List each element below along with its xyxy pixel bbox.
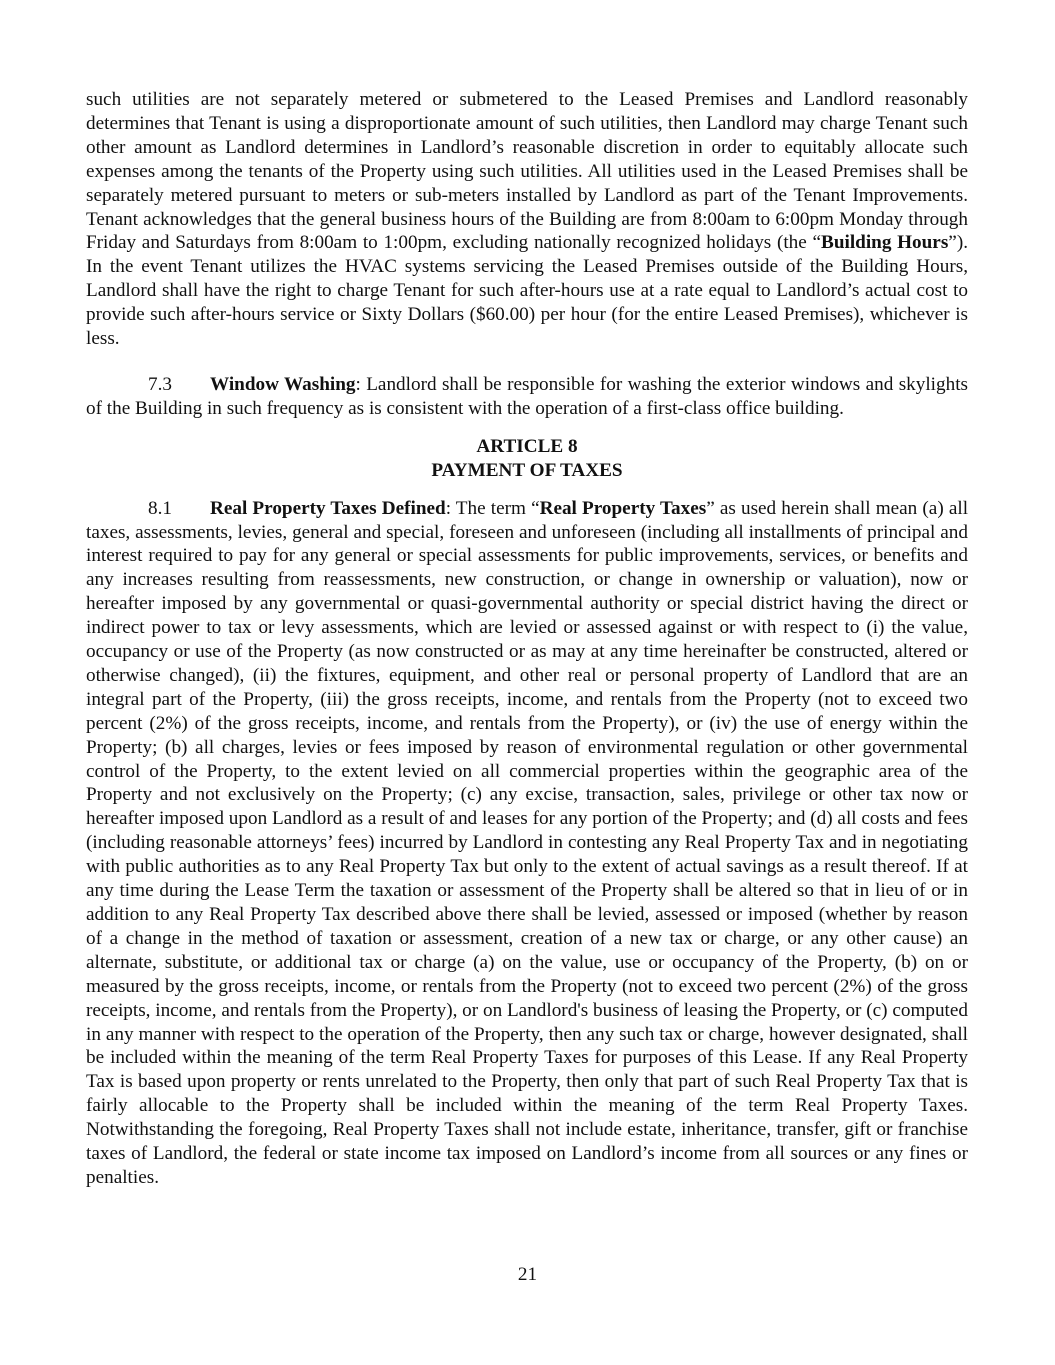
building-hours-defined-term: Building Hours bbox=[821, 232, 949, 254]
section-8-1-text-1: : The term “ bbox=[445, 497, 540, 519]
section-7-3-body: : Landlord shall be responsible for washing the exterior windows and skylights of the Building in such frequency as is consistent with the operation of a first-class office building. bbox=[86, 373, 968, 419]
section-7-2-text-2: ”). In the event Tenant utilizes the HVAC systems servicing the Leased Premises outside of the Building Hours, Landlord shall have the right to charge Tenant for such after-hours use at a rate equal to Landlord’s actual cost to provide such after-hours service or Sixty Dollars ($60.00) per hour (for the entire Leased Premises), whichever is less. bbox=[86, 232, 968, 350]
section-7-2-text-1: such utilities are not separately metered or submetered to the Leased Premises and Landlord reasonably determines that Tenant is using a disproportionate amount of such utilities, then Landlord may charge Tenant such other amount as Landlord determines in Landlord’s reasonable discretion in order to equitably allocate such expenses among the tenants of the Property using such utilities. All utilities used in the Leased Premises shall be separately metered pursuant to meters or sub-meters installed by Landlord as part of the Tenant Improvements. Tenant acknowledges that the general business hours of the Building are from 8:00am to 6:00pm Monday through Friday and Saturdays from 8:00am to 1:00pm, excluding nationally recognized holidays (the “ bbox=[86, 89, 968, 254]
section-8-1-number: 8.1 bbox=[148, 497, 172, 519]
section-7-2-continuation bbox=[86, 88, 968, 351]
section-7-3-number: 7.3 bbox=[148, 373, 172, 395]
section-8-1-heading: Real Property Taxes Defined bbox=[210, 497, 446, 519]
article-8-heading bbox=[86, 435, 968, 483]
real-property-taxes-defined-term: Real Property Taxes bbox=[539, 497, 707, 519]
page-number: 21 bbox=[517, 1264, 538, 1285]
article-8-title: PAYMENT OF TAXES bbox=[431, 459, 623, 481]
document-page bbox=[86, 88, 968, 1190]
section-7-3 bbox=[86, 373, 968, 421]
section-8-1 bbox=[86, 497, 968, 1190]
article-8-label: ARTICLE 8 bbox=[476, 435, 578, 457]
section-7-3-heading: Window Washing bbox=[210, 373, 356, 395]
section-8-1-text-2: ” as used herein shall mean (a) all taxes, assessments, levies, general and special, foreseen and unforeseen (including all installments of principal and interest required to pay for any general or special assessments for public improvements, services, or benefits and any increases resulting from reassessments, new construction, or change in ownership or valuation), now or hereafter imposed by any governmental or quasi-governmental authority or special district having the direct or indirect power to tax or levy assessments, which are levied or assessed against or with respect to (i) the value, occupancy or use of the Property (as now constructed or as may at any time hereinafter be constructed, altered or otherwise changed), (ii) the fixtures, equipment, and other real or personal property of Landlord that are an integral part of the Property, (iii) the gross receipts, income, and rentals from the Property (not to exceed two percent (2%) of the gross receipts, income, and rentals from the Property), or (iv) the use of energy within the Property; (b) all charges, levies or fees imposed by reason of environmental regulation or other governmental control of the Property, to the extent levied on all commercial properties within the geographic area of the Property and not exclusively on the Property; (c) any excise, transaction, sales, privilege or other tax now or hereafter imposed upon Landlord as a result of and leases for any portion of the Property; and (d) all costs and fees (including reasonable attorneys’ fees) incurred by Landlord in contesting any Real Property Tax and in negotiating with public authorities as to any Real Property Tax but only to the extent of actual savings as a result thereof. If at any time during the Lease Term the taxation or assessment of the Property shall be altered so that in lieu of or in addition to any Real Property Tax described above there shall be levied, assessed or imposed (whether by reason of a change in the method of taxation or assessment, creation of a new tax or charge, or any other cause) an alternate, substitute, or additional tax or charge (a) on the value, use or occupancy of the Property, (b) on or measured by the gross receipts, income, or rentals from the Property (not to exceed two percent (2%) of the gross receipts, income, and rentals from the Property), or on Landlord's business of leasing the Property, or (c) computed in any manner with respect to the operation of the Property, then any such tax or charge, however designated, shall be included within the meaning of the term Real Property Taxes for purposes of this Lease. If any Real Property Tax is based upon property or rents unrelated to the Property, then only that part of such Real Property Tax that is fairly allocable to the Property shall be included within the meaning of the term Real Property Taxes. Notwithstanding the foregoing, Real Property Taxes shall not include estate, inheritance, transfer, gift or franchise taxes of Landlord, the federal or state income tax imposed on Landlord’s income from all sources or any fines or penalties. bbox=[86, 497, 969, 1188]
